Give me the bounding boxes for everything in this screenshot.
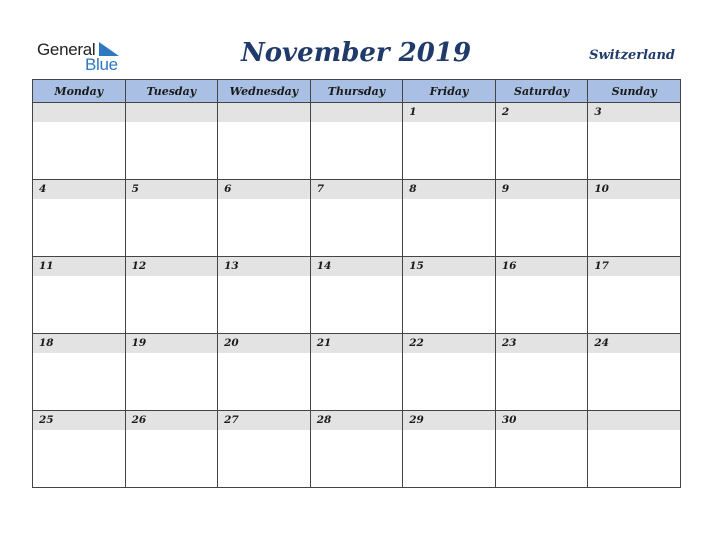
week-row	[33, 180, 681, 257]
day-number: 8	[403, 180, 495, 199]
weekday-header: Monday	[33, 80, 126, 103]
day-cell	[495, 257, 588, 334]
day-cell	[310, 411, 403, 488]
day-cell	[588, 257, 681, 334]
day-number	[311, 103, 403, 122]
day-number: 11	[33, 257, 125, 276]
day-cell	[495, 411, 588, 488]
day-cell	[588, 334, 681, 411]
calendar-grid	[32, 79, 681, 488]
day-cell	[495, 334, 588, 411]
day-cell	[403, 257, 496, 334]
logo-blue-text: Blue	[85, 55, 118, 74]
day-number: 14	[311, 257, 403, 276]
day-number: 26	[126, 411, 218, 430]
weekday-header: Friday	[403, 80, 496, 103]
day-number	[218, 103, 310, 122]
day-cell	[310, 103, 403, 180]
weekday-header-row	[33, 80, 681, 103]
day-cell	[310, 334, 403, 411]
day-cell	[403, 103, 496, 180]
day-cell	[125, 411, 218, 488]
weekday-header: Saturday	[495, 80, 588, 103]
day-number: 29	[403, 411, 495, 430]
weekday-header: Thursday	[310, 80, 403, 103]
day-cell	[125, 257, 218, 334]
day-number: 12	[126, 257, 218, 276]
day-number	[33, 103, 125, 122]
day-cell	[218, 411, 311, 488]
day-number: 6	[218, 180, 310, 199]
day-number: 15	[403, 257, 495, 276]
day-cell	[218, 180, 311, 257]
day-cell	[588, 411, 681, 488]
day-cell	[310, 257, 403, 334]
calendar-title: November 2019	[240, 38, 472, 68]
day-cell	[33, 334, 126, 411]
day-cell	[125, 334, 218, 411]
day-cell	[588, 180, 681, 257]
day-number: 20	[218, 334, 310, 353]
day-cell	[218, 103, 311, 180]
day-cell	[125, 180, 218, 257]
day-cell	[495, 103, 588, 180]
day-cell	[588, 103, 681, 180]
day-cell	[310, 180, 403, 257]
day-number: 10	[588, 180, 680, 199]
day-number: 23	[496, 334, 588, 353]
day-cell	[218, 257, 311, 334]
day-number: 21	[311, 334, 403, 353]
weekday-header: Sunday	[588, 80, 681, 103]
day-number: 18	[33, 334, 125, 353]
day-number: 2	[496, 103, 588, 122]
day-cell	[125, 103, 218, 180]
day-number: 7	[311, 180, 403, 199]
day-cell	[33, 257, 126, 334]
day-cell	[218, 334, 311, 411]
day-cell	[403, 334, 496, 411]
day-number: 4	[33, 180, 125, 199]
day-number: 28	[311, 411, 403, 430]
day-number: 25	[33, 411, 125, 430]
logo-general-text: General	[37, 40, 96, 59]
week-row	[33, 334, 681, 411]
day-number: 17	[588, 257, 680, 276]
day-number: 9	[496, 180, 588, 199]
day-number: 22	[403, 334, 495, 353]
day-cell	[33, 103, 126, 180]
weekday-header: Tuesday	[125, 80, 218, 103]
weekday-header: Wednesday	[218, 80, 311, 103]
day-number	[588, 411, 680, 430]
day-cell	[495, 180, 588, 257]
day-cell	[33, 411, 126, 488]
day-cell	[403, 180, 496, 257]
day-number	[126, 103, 218, 122]
week-row	[33, 257, 681, 334]
day-number: 27	[218, 411, 310, 430]
day-number: 16	[496, 257, 588, 276]
day-cell	[403, 411, 496, 488]
day-number: 1	[403, 103, 495, 122]
day-number: 5	[126, 180, 218, 199]
week-row	[33, 103, 681, 180]
week-row	[33, 411, 681, 488]
day-number: 13	[218, 257, 310, 276]
day-cell	[33, 180, 126, 257]
country-label: Switzerland	[589, 48, 675, 63]
day-number: 24	[588, 334, 680, 353]
day-number: 30	[496, 411, 588, 430]
day-number: 3	[588, 103, 680, 122]
day-number: 19	[126, 334, 218, 353]
